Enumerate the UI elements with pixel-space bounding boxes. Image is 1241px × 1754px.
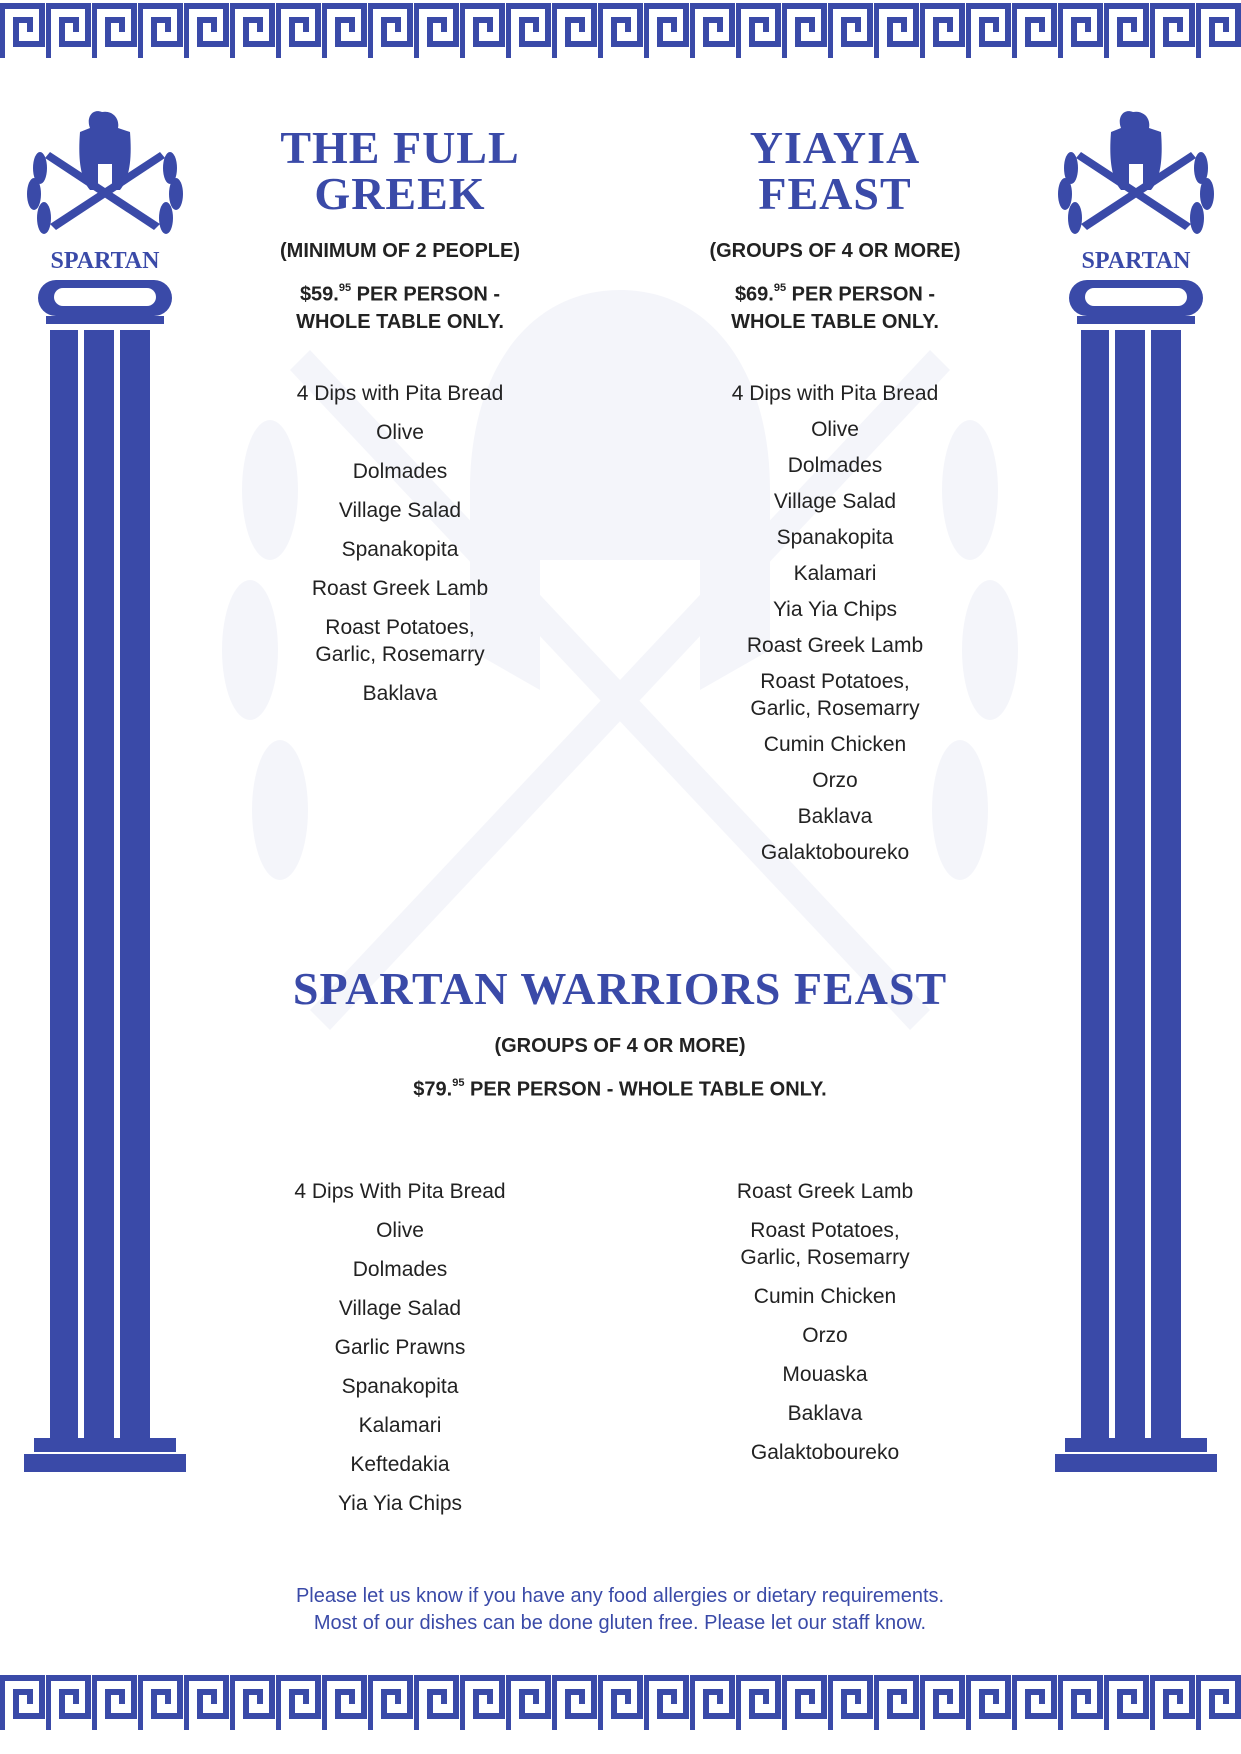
warriors-menu-left bbox=[220, 1178, 580, 1529]
warriors-price bbox=[220, 1072, 1020, 1104]
yiayia-price bbox=[655, 277, 1015, 336]
list-item: Olive bbox=[376, 1219, 424, 1242]
list-item: Spanakopita bbox=[776, 526, 894, 549]
full-greek-price-line2: WHOLE TABLE ONLY. bbox=[296, 310, 504, 333]
list-item: Roast Potatoes, Garlic, Rosemarry bbox=[315, 616, 485, 666]
warriors-menu-right bbox=[645, 1178, 1005, 1478]
full-greek-price bbox=[220, 277, 580, 336]
list-item: Yia Yia Chips bbox=[772, 598, 898, 621]
list-item: Roast Potatoes, Garlic, Rosemarry bbox=[740, 1219, 910, 1269]
list-item: Kalamari bbox=[793, 562, 877, 585]
list-item: 4 Dips with Pita Bread bbox=[296, 382, 504, 405]
yiayia-menu bbox=[655, 380, 1015, 875]
list-item: Roast Greek Lamb bbox=[311, 577, 489, 600]
list-item: Village Salad bbox=[338, 499, 462, 522]
warriors-price-dollars: $79. bbox=[413, 1078, 453, 1101]
list-item: Orzo bbox=[802, 1324, 848, 1347]
list-item: Village Salad bbox=[773, 490, 897, 513]
warriors-price-cents: 95 bbox=[452, 1077, 465, 1089]
full-greek-title-line1: THE FULL bbox=[280, 122, 520, 173]
full-greek-title-line2: GREEK bbox=[314, 168, 486, 219]
greek-key-border-top bbox=[0, 0, 1241, 64]
yiayia-price-cents: 95 bbox=[773, 282, 787, 294]
allergy-note bbox=[200, 1583, 1040, 1637]
greek-key-border-bottom bbox=[0, 1672, 1241, 1736]
yiayia-price-suffix: PER PERSON - bbox=[786, 283, 936, 306]
yiayia-price-line2: WHOLE TABLE ONLY. bbox=[731, 310, 939, 333]
list-item: Garlic Prawns bbox=[334, 1336, 466, 1359]
yiayia-title bbox=[655, 122, 1015, 219]
list-item: 4 Dips with Pita Bread bbox=[731, 382, 939, 405]
list-item: Dolmades bbox=[352, 460, 448, 483]
spartan-column-right bbox=[1051, 108, 1221, 1638]
list-item: Roast Greek Lamb bbox=[746, 634, 924, 657]
full-greek-price-dollars: $59. bbox=[299, 283, 339, 306]
list-item: Baklava bbox=[797, 805, 873, 828]
spartan-column-left bbox=[20, 108, 190, 1638]
list-item: Galaktoboureko bbox=[760, 841, 910, 864]
full-greek-menu bbox=[220, 380, 580, 719]
list-item: Olive bbox=[376, 421, 424, 444]
list-item: Cumin Chicken bbox=[763, 733, 907, 756]
svg-text:SPARTAN: SPARTAN bbox=[50, 248, 160, 274]
warriors-requirement: (GROUPS OF 4 OR MORE) bbox=[494, 1035, 746, 1057]
warriors-price-suffix: PER PERSON - WHOLE TABLE ONLY. bbox=[464, 1078, 827, 1101]
warriors-title: SPARTAN WARRIORS FEAST bbox=[292, 963, 948, 1014]
list-item: Yia Yia Chips bbox=[337, 1492, 463, 1515]
allergy-note-line1: Please let us know if you have any food allergies or dietary requirements. bbox=[295, 1585, 945, 1607]
list-item: Village Salad bbox=[338, 1297, 462, 1320]
yiayia-title-line2: FEAST bbox=[758, 168, 912, 219]
list-item: Olive bbox=[811, 418, 859, 441]
full-greek-title bbox=[220, 122, 580, 219]
list-item: Keftedakia bbox=[350, 1453, 450, 1476]
list-item: 4 Dips With Pita Bread bbox=[294, 1180, 506, 1203]
list-item: Baklava bbox=[787, 1402, 863, 1425]
yiayia-price-dollars: $69. bbox=[734, 283, 774, 306]
list-item: Galaktoboureko bbox=[750, 1441, 900, 1464]
list-item: Spanakopita bbox=[341, 1375, 459, 1398]
list-item: Roast Potatoes, Garlic, Rosemarry bbox=[750, 670, 920, 720]
full-greek-requirement: (MINIMUM OF 2 PEOPLE) bbox=[280, 240, 520, 262]
yiayia-requirement: (GROUPS OF 4 OR MORE) bbox=[709, 240, 961, 262]
allergy-note-line2: Most of our dishes can be done gluten free. Please let our staff know. bbox=[313, 1612, 927, 1634]
list-item: Baklava bbox=[362, 682, 438, 705]
list-item: Dolmades bbox=[352, 1258, 448, 1281]
list-item: Spanakopita bbox=[341, 538, 459, 561]
full-greek-price-cents: 95 bbox=[338, 282, 352, 294]
list-item: Cumin Chicken bbox=[753, 1285, 897, 1308]
list-item: Kalamari bbox=[358, 1414, 442, 1437]
list-item: Roast Greek Lamb bbox=[736, 1180, 914, 1203]
list-item: Mouaska bbox=[782, 1363, 868, 1386]
list-item: Dolmades bbox=[787, 454, 883, 477]
full-greek-price-suffix: PER PERSON - bbox=[351, 283, 501, 306]
svg-text:SPARTAN: SPARTAN bbox=[1081, 248, 1191, 274]
list-item: Orzo bbox=[812, 769, 858, 792]
yiayia-title-line1: YIAYIA bbox=[749, 122, 921, 173]
